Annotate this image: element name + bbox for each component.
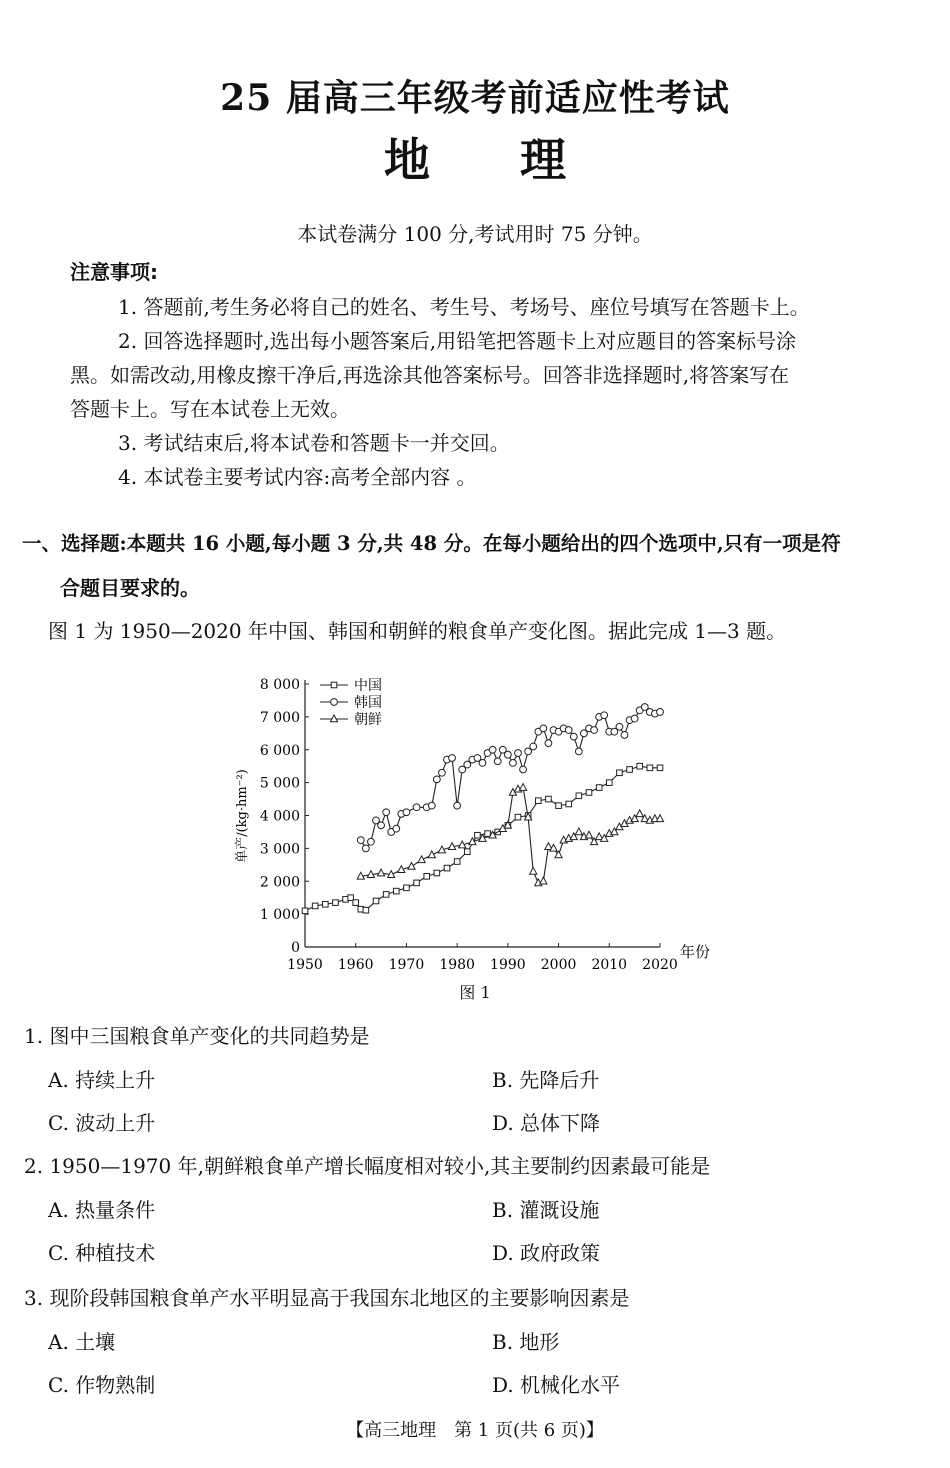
option-c[interactable]: C. 波动上升 xyxy=(48,1111,156,1135)
data-point xyxy=(353,900,359,906)
data-point xyxy=(312,903,318,909)
x-tick-label: 1980 xyxy=(439,957,475,973)
data-point xyxy=(357,837,364,844)
y-tick-label: 4 000 xyxy=(259,808,300,825)
data-point xyxy=(530,867,537,874)
y-tick-label: 7 000 xyxy=(259,709,300,726)
legend-label: 朝鲜 xyxy=(354,712,382,728)
y-tick-label: 1 000 xyxy=(259,907,300,924)
data-point xyxy=(383,892,389,898)
exam-title: 25 届高三年级考前适应性考试 xyxy=(220,77,730,119)
data-point xyxy=(377,869,384,876)
data-point xyxy=(439,769,446,776)
y-tick-label: 6 000 xyxy=(259,742,300,759)
option-c[interactable]: C. 作物熟制 xyxy=(48,1373,156,1397)
data-point xyxy=(424,874,430,880)
data-point xyxy=(519,784,526,791)
data-point xyxy=(414,880,420,886)
legend-entry xyxy=(320,677,382,694)
option-b[interactable]: B. 先降后升 xyxy=(492,1068,600,1092)
page-footer: 【高三地理 第 1 页(共 6 页)】 xyxy=(346,1420,604,1441)
data-point xyxy=(393,825,400,832)
data-point xyxy=(535,798,541,804)
data-point xyxy=(428,851,435,858)
figure-caption: 图 1 xyxy=(459,983,491,1002)
option-d[interactable]: D. 机械化水平 xyxy=(492,1373,621,1397)
data-point xyxy=(545,740,552,747)
notice-item: 1. 答题前,考生务必将自己的姓名、考生号、考场号、座位号填写在答题卡上。 xyxy=(118,295,810,319)
option-a[interactable]: A. 土壤 xyxy=(48,1330,116,1354)
data-point xyxy=(540,725,547,732)
data-point xyxy=(520,766,527,773)
figure-intro: 图 1 为 1950—2020 年中国、韩国和朝鲜的粮食单产变化图。据此完成 1—3 题。 xyxy=(48,619,787,643)
question-stem: 2. 1950—1970 年,朝鲜粮食单产增长幅度相对较小,其主要制约因素最可能是 xyxy=(24,1154,711,1178)
data-point xyxy=(510,760,517,767)
legend-entry xyxy=(320,711,382,728)
option-d[interactable]: D. 政府政策 xyxy=(492,1241,601,1265)
data-point xyxy=(362,845,369,852)
data-point xyxy=(601,712,608,719)
data-point xyxy=(331,682,337,688)
data-point xyxy=(464,849,470,855)
data-point xyxy=(393,888,399,894)
data-point xyxy=(540,877,547,884)
data-point xyxy=(657,765,663,771)
data-point xyxy=(606,780,612,786)
yield-chart xyxy=(230,668,730,1008)
data-point xyxy=(636,810,643,817)
data-point xyxy=(475,832,481,838)
data-point xyxy=(656,815,663,822)
legend-entry xyxy=(320,694,382,711)
data-point xyxy=(485,831,491,837)
data-point xyxy=(591,727,598,734)
data-point xyxy=(413,804,420,811)
data-point xyxy=(330,715,337,722)
data-point xyxy=(434,870,440,876)
x-axis-label: 年份 xyxy=(680,943,711,961)
data-point xyxy=(621,732,628,739)
data-point xyxy=(331,699,338,706)
data-point xyxy=(322,901,328,907)
data-point xyxy=(585,831,592,838)
option-c[interactable]: C. 种植技术 xyxy=(48,1241,156,1265)
notice-item: 2. 回答选择题时,选出每小题答案后,用铅笔把答题卡上对应题目的答案标号涂 xyxy=(118,329,797,353)
legend-label: 韩国 xyxy=(354,695,382,711)
data-point xyxy=(494,758,501,765)
data-point xyxy=(363,907,369,913)
section-heading: 一、选择题:本题共 16 小题,每小题 3 分,共 48 分。在每小题给出的四个选项中,只有一项是符 xyxy=(22,532,841,555)
x-tick-label: 2000 xyxy=(540,957,577,973)
data-point xyxy=(373,898,379,904)
notice-item: 黑。如需改动,用橡皮擦干净后,再选涂其他答案标号。回答非选择题时,将答案写在 xyxy=(70,363,790,387)
data-point xyxy=(504,751,511,758)
y-tick-label: 3 000 xyxy=(259,841,300,858)
y-tick-label: 0 xyxy=(291,940,300,956)
section-heading-cont: 合题目要求的。 xyxy=(60,576,200,600)
data-point xyxy=(428,802,435,809)
data-point xyxy=(444,865,450,871)
data-point xyxy=(637,763,643,769)
data-point xyxy=(596,785,602,791)
data-point xyxy=(449,755,456,762)
data-point xyxy=(515,750,522,757)
x-tick-label: 2020 xyxy=(642,957,678,973)
x-tick-label: 1960 xyxy=(337,957,374,973)
question-stem: 3. 现阶段韩国粮食单产水平明显高于我国东北地区的主要影响因素是 xyxy=(24,1286,630,1310)
data-point xyxy=(586,790,592,796)
data-point xyxy=(617,770,623,776)
data-point xyxy=(556,803,562,809)
data-point xyxy=(631,715,638,722)
data-point xyxy=(433,776,440,783)
option-a[interactable]: A. 热量条件 xyxy=(48,1198,156,1222)
data-point xyxy=(657,709,664,716)
data-point xyxy=(515,814,521,820)
question-stem: 1. 图中三国粮食单产变化的共同趋势是 xyxy=(24,1024,370,1048)
data-point xyxy=(368,838,375,845)
x-tick-label: 1950 xyxy=(287,957,323,973)
y-axis-label: 单产/(kg·hm⁻²) xyxy=(235,769,250,863)
data-point xyxy=(454,859,460,865)
data-point xyxy=(570,733,577,740)
y-tick-label: 2 000 xyxy=(259,874,300,891)
option-b[interactable]: B. 灌溉设施 xyxy=(492,1198,600,1222)
y-tick-label: 8 000 xyxy=(259,677,300,693)
data-point xyxy=(566,801,572,807)
option-a[interactable]: A. 持续上升 xyxy=(48,1068,156,1092)
option-d[interactable]: D. 总体下降 xyxy=(492,1111,601,1135)
data-point xyxy=(302,908,308,914)
data-point xyxy=(647,765,653,771)
data-point xyxy=(627,767,633,773)
option-b[interactable]: B. 地形 xyxy=(492,1330,560,1354)
x-tick-label: 1970 xyxy=(388,957,425,973)
data-point xyxy=(576,793,582,799)
exam-intro: 本试卷满分 100 分,考试用时 75 分钟。 xyxy=(297,222,653,246)
notice-item: 3. 考试结束后,将本试卷和答题卡一并交回。 xyxy=(118,431,510,455)
data-point xyxy=(575,828,582,835)
data-point xyxy=(378,822,385,829)
data-point xyxy=(575,748,582,755)
notice-item: 4. 本试卷主要考试内容:高考全部内容 。 xyxy=(118,465,477,489)
data-point xyxy=(479,760,486,767)
data-point xyxy=(546,796,552,802)
data-point xyxy=(418,856,425,863)
data-point xyxy=(530,743,537,750)
y-tick-label: 5 000 xyxy=(259,775,300,792)
data-point xyxy=(489,746,496,753)
data-point xyxy=(616,723,623,730)
notice-heading: 注意事项: xyxy=(70,260,158,284)
data-point xyxy=(454,802,461,809)
data-point xyxy=(408,862,415,869)
subject-title: 地理 xyxy=(384,133,656,187)
legend-label: 中国 xyxy=(354,678,382,694)
notice-item: 答题卡上。写在本试卷上无效。 xyxy=(70,397,350,421)
data-point xyxy=(383,809,390,816)
data-point xyxy=(333,900,339,906)
x-tick-label: 1990 xyxy=(490,957,526,973)
data-point xyxy=(404,885,410,891)
x-tick-label: 2010 xyxy=(591,957,628,973)
series-triangle xyxy=(357,784,663,886)
data-point xyxy=(403,809,410,816)
data-point xyxy=(565,727,572,734)
